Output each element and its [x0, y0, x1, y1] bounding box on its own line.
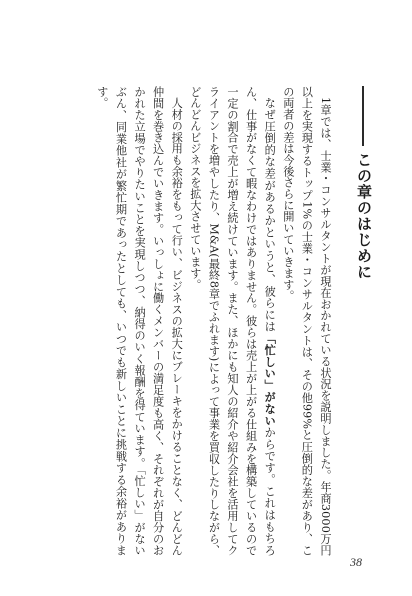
- body-text: [66, 86, 334, 556]
- paragraph-2: [185, 86, 278, 556]
- heading-title: この章のはじめに: [355, 152, 373, 280]
- paragraph-2-text-a: なぜ圧倒的な差があるかというと、彼らには: [263, 97, 277, 333]
- page-number: 38: [350, 555, 362, 569]
- paragraph-1-text: 1章では、士業・コンサルタントが現在おかれている状況を説明しました。年商3000万円以上を実現するトップ1%の士業・コンサルタントは、その他99%と圧倒的な差があり、この両者の差は今後さらに開いていきます。: [281, 86, 332, 556]
- paragraph-3-text: 人材の採用も余裕をもって行い、ビジネスの拡大にブレーキをかけることなく、どんどん仲間を巻き込んでいきます。いっしょに働くメンバーの満足度も高く、それぞれが自分のおかれた立場でやりたいことを実現しつつ、納得のいく報酬を得ています。「忙しい」がないぶん、同業他社が繁忙期であったとしても、いつでも新しいことに挑戦する余裕があります。: [95, 86, 184, 556]
- paragraph-3: [92, 86, 185, 556]
- paragraph-2-text-b: からです。これはもちろん、仕事がなくて暇なわけではありません。彼らは売上が上がる仕組みを構築しているので一定の割合で売上が増え続けています。また、ほかにも知人の紹介や紹介会社を活用してクライアントを増やしたり、M&A(最終8章でふれます)によって事業を買収したりしながら、どんどんビジネスを拡大させています。: [188, 86, 277, 556]
- emphasis-phrase: 「忙しい」がない: [263, 332, 277, 427]
- chapter-intro-heading: [352, 86, 376, 326]
- paragraph-1: [278, 86, 334, 556]
- heading-rule: [362, 86, 364, 146]
